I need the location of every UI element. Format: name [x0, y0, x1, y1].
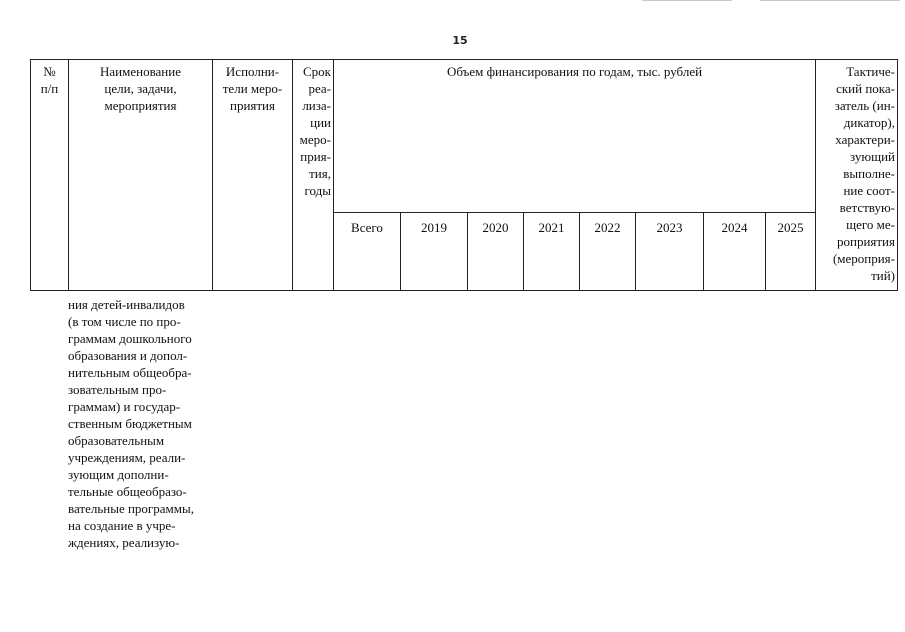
continuation-text: ния детей-инвалидов (в том числе по про- граммам дошкольного образования и допол- нительным общеобра- зовательным про- граммам) и государ- ственным бюджетным образовательным учреждениям, реали- зующим дополни- тельные общеобразо- вательные программы, на создание в учре- ждениях, реализую-	[68, 297, 194, 550]
header-year-2020: 2020	[468, 213, 524, 291]
header-term: Срок реа- лиза- ции меро- прия- тия, годы	[293, 60, 334, 291]
page-number: 15	[452, 34, 468, 47]
program-table-header	[30, 59, 898, 291]
header-total: Всего	[334, 213, 401, 291]
header-year-2025: 2025	[766, 213, 816, 291]
header-funding: Объем финансирования по годам, тыс. рублей	[334, 60, 816, 213]
header-name: Наименование цели, задачи, мероприятия	[69, 60, 213, 291]
header-year-2021: 2021	[524, 213, 580, 291]
header-year-2024: 2024	[704, 213, 766, 291]
header-year-2023: 2023	[636, 213, 704, 291]
header-year-2019: 2019	[401, 213, 468, 291]
header-year-2022: 2022	[580, 213, 636, 291]
scan-artifact	[642, 0, 732, 1]
header-executors: Исполни- тели меро- приятия	[213, 60, 293, 291]
header-row-number: № п/п	[31, 60, 69, 291]
scan-artifact	[760, 0, 900, 1]
header-indicator: Тактиче- ский пока- затель (ин- дикатор), характери- зующий выполне- ние соот- ветствую- щего ме- роприятия (мероприя- тий)	[816, 60, 898, 291]
